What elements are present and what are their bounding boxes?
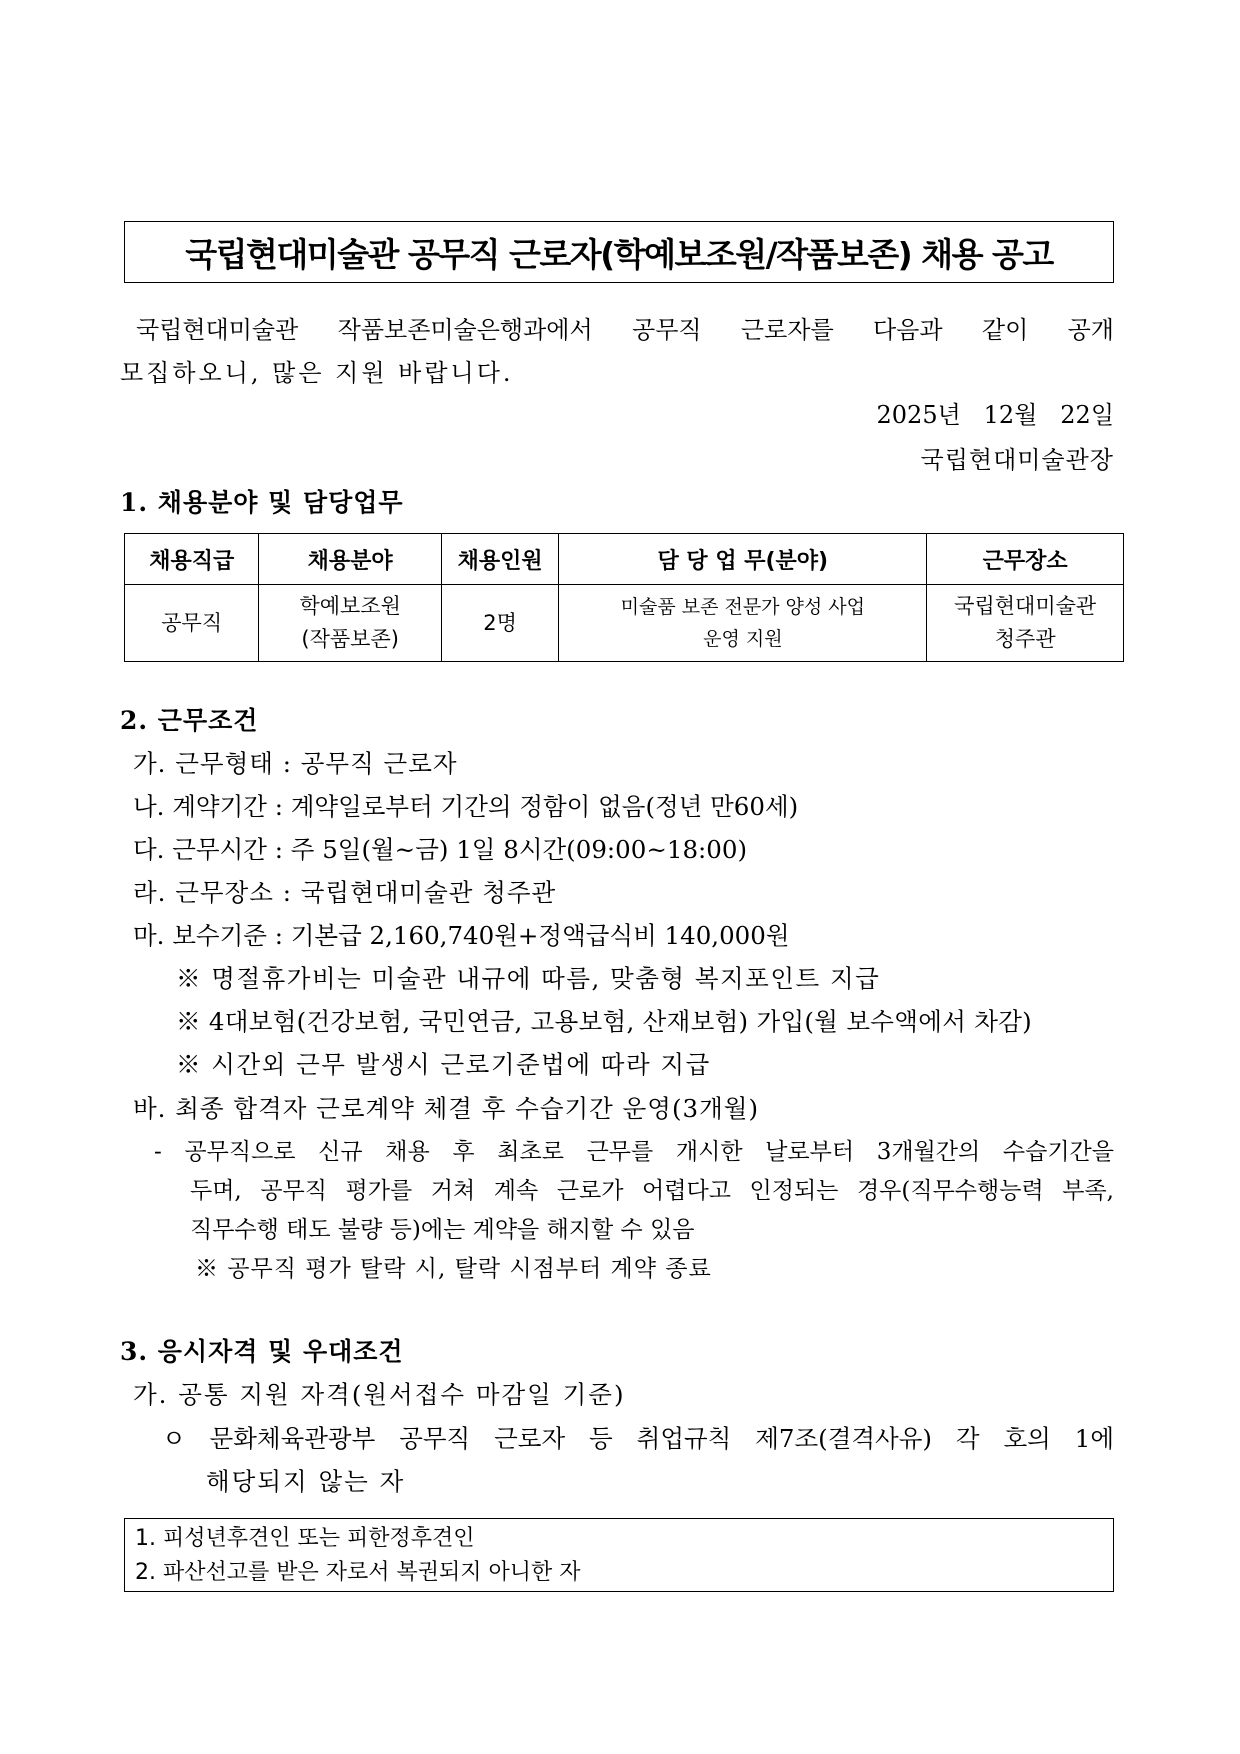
condition-note: ※ 시간외 근무 발생시 근로기준법에 따라 지급 xyxy=(176,1050,711,1079)
header-field: 채용분야 xyxy=(259,534,442,585)
condition-item: 라. 근무장소 : 국립현대미술관 청주관 xyxy=(133,878,557,907)
section-1-heading: 1. 채용분야 및 담당업무 xyxy=(120,488,404,517)
section-3-heading: 3. 응시자격 및 우대조건 xyxy=(120,1337,404,1366)
cell-count: 2명 xyxy=(441,585,558,662)
table-row xyxy=(125,585,1124,662)
cell-field-line-1: 학예보조원 xyxy=(299,594,401,618)
header-place: 근무장소 xyxy=(927,534,1124,585)
cell-field xyxy=(259,585,442,662)
probation-note: ※ 공무직 평가 탈락 시, 탈락 시점부터 계약 종료 xyxy=(195,1256,712,1282)
eligibility-bullet-line-2: 해당되지 않는 자 xyxy=(206,1467,406,1496)
section-2-heading: 2. 근무조건 xyxy=(120,706,259,735)
cell-duty-line-1: 미술품 보존 전문가 양성 사업 xyxy=(620,596,866,618)
jobs-table xyxy=(124,533,1124,662)
announcement-date: 2025년 12월 22일 xyxy=(876,401,1114,429)
condition-item: 다. 근무시간 : 주 5일(월~금) 1일 8시간(09:00~18:00) xyxy=(133,835,748,864)
condition-item-ba: 바. 최종 합격자 근로계약 체결 후 수습기간 운영(3개월) xyxy=(133,1094,760,1123)
list-item: 1. 피성년후견인 또는 피한정후견인 xyxy=(135,1526,475,1551)
eligibility-bullet-line-1: ㅇ 문화체육관광부 공무직 근로자 등 취업규칙 제7조(결격사유) 각 호의 1에 xyxy=(162,1424,1114,1453)
disqualification-box xyxy=(124,1518,1114,1592)
intro-line-1: 국립현대미술관 작품보존미술은행과에서 공무직 근로자를 다음과 같이 공개 xyxy=(136,316,1114,344)
probation-line-2: 두며, 공무직 평가를 거쳐 계속 근로가 어렵다고 인정되는 경우(직무수행능력 부족, xyxy=(190,1178,1114,1204)
issuer-name: 국립현대미술관장 xyxy=(920,446,1114,474)
probation-line-1: - 공무직으로 신규 채용 후 최초로 근무를 개시한 날로부터 3개월간의 수습기간을 xyxy=(154,1139,1114,1165)
header-rank: 채용직급 xyxy=(125,534,259,585)
table-header-row xyxy=(125,534,1124,585)
cell-place-line-2: 청주관 xyxy=(994,627,1056,651)
probation-line-3: 직무수행 태도 불량 등)에는 계약을 해지할 수 있음 xyxy=(190,1217,695,1243)
condition-item: 마. 보수기준 : 기본급 2,160,740원+정액급식비 140,000원 xyxy=(133,921,790,950)
list-item: 2. 파산선고를 받은 자로서 복권되지 아니한 자 xyxy=(135,1560,581,1585)
header-duty: 담 당 업 무(분야) xyxy=(559,534,927,585)
intro-line-2: 모집하오니, 많은 지원 바랍니다. xyxy=(120,359,514,387)
header-count: 채용인원 xyxy=(441,534,558,585)
condition-item: 가. 근무형태 : 공무직 근로자 xyxy=(133,749,458,778)
cell-field-line-2: (작품보존) xyxy=(301,627,399,651)
page-title: 국립현대미술관 공무직 근로자(학예보조원/작품보존) 채용 공고 xyxy=(124,221,1114,283)
condition-note: ※ 명절휴가비는 미술관 내규에 따름, 맞춤형 복지포인트 지급 xyxy=(176,964,881,993)
cell-duty xyxy=(559,585,927,662)
condition-note: ※ 4대보험(건강보험, 국민연금, 고용보험, 산재보험) 가입(월 보수액에서 차감) xyxy=(176,1007,1033,1036)
condition-item: 나. 계약기간 : 계약일로부터 기간의 정함이 없음(정년 만60세) xyxy=(133,792,799,821)
cell-place xyxy=(927,585,1124,662)
cell-rank: 공무직 xyxy=(125,585,259,662)
eligibility-item-ga: 가. 공통 지원 자격(원서접수 마감일 기준) xyxy=(133,1380,626,1409)
cell-duty-line-2: 운영 지원 xyxy=(703,628,783,650)
cell-place-line-1: 국립현대미술관 xyxy=(954,594,1097,618)
